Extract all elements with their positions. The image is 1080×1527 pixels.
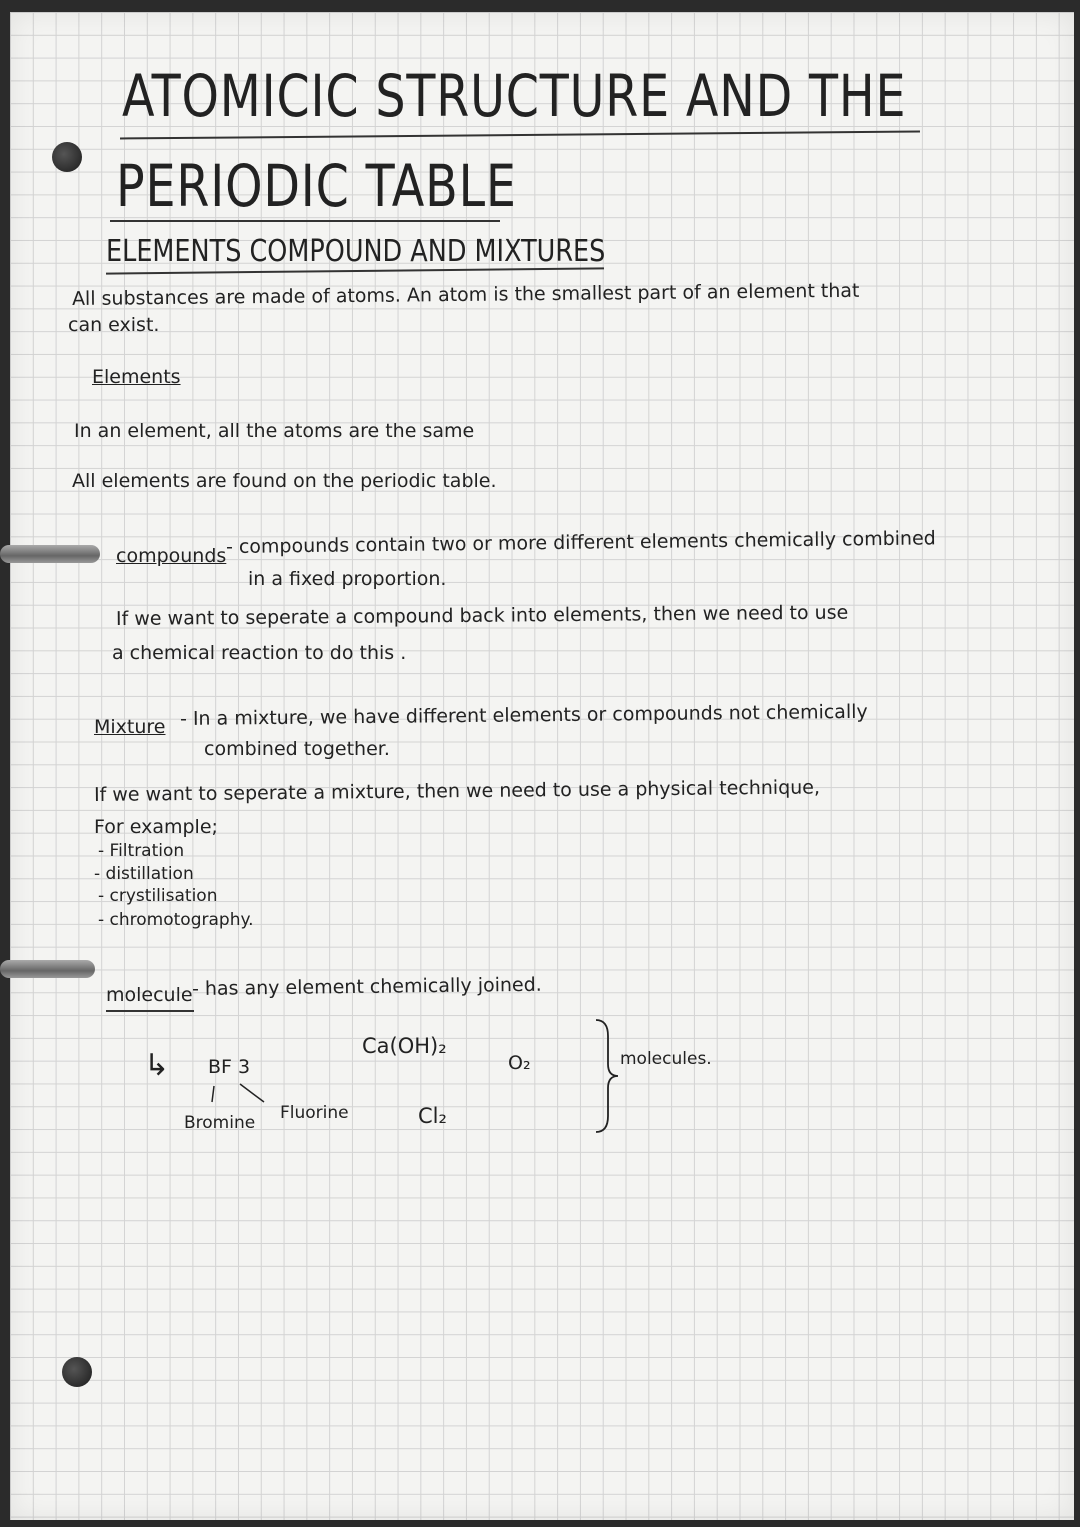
formula-caoh2: Ca(OH)₂ <box>362 1034 447 1058</box>
bf3-branch-lines <box>200 1080 280 1110</box>
mixture-separation-2: For example; <box>94 816 218 838</box>
section-heading: ELEMENTS COMPOUND AND MIXTURES <box>106 234 606 269</box>
compounds-label: compounds <box>116 545 227 567</box>
formula-cl2: Cl₂ <box>418 1104 447 1128</box>
compounds-definition-1: - compounds contain two or more different elements chemically combined <box>225 527 936 558</box>
molecules-label: molecules. <box>620 1049 712 1069</box>
title-underline-2 <box>110 220 500 222</box>
notebook-page <box>10 12 1074 1520</box>
elements-heading: Elements <box>92 366 181 388</box>
molecule-underline <box>106 1010 194 1012</box>
arrow-icon: ↳ <box>144 1048 170 1083</box>
compounds-separation-2: a chemical reaction to do this . <box>112 642 407 664</box>
molecule-label: molecule <box>106 984 193 1006</box>
bromine-label: Bromine <box>184 1113 256 1133</box>
mixture-definition-1: - In a mixture, we have different elements or compounds not chemically <box>179 700 868 730</box>
elements-line-1: In an element, all the atoms are the same <box>74 420 475 442</box>
elements-line-2: All elements are found on the periodic table. <box>72 470 497 492</box>
binder-ring-upper <box>0 545 100 563</box>
binder-hole-top <box>52 142 82 172</box>
molecule-definition: - has any element chemically joined. <box>191 973 542 1000</box>
technique-item: - distillation <box>94 864 194 884</box>
formula-o2: O₂ <box>508 1052 531 1074</box>
intro-line-1: All substances are made of atoms. An atom is the smallest part of an element that <box>71 279 860 310</box>
technique-item: - crystilisation <box>98 886 218 906</box>
fluorine-label: Fluorine <box>280 1103 349 1123</box>
compounds-definition-2: in a fixed proportion. <box>248 568 447 590</box>
curly-bracket-icon <box>592 1016 622 1136</box>
mixture-definition-2: combined together. <box>204 738 390 760</box>
technique-item: - chromotography. <box>98 910 254 930</box>
mixture-separation-1: If we want to seperate a mixture, then we need to use a physical technique, <box>93 776 821 806</box>
intro-line-2: can exist. <box>68 314 160 336</box>
formula-bf3: BF 3 <box>208 1056 251 1078</box>
mixture-label: Mixture <box>94 716 166 738</box>
compounds-separation-1: If we want to seperate a compound back into elements, then we need to use <box>115 601 849 630</box>
binder-hole-bottom <box>62 1357 92 1387</box>
binder-ring-lower <box>0 960 95 978</box>
technique-item: - Filtration <box>98 841 185 861</box>
title-underline-1 <box>120 131 920 140</box>
page-title-line1: ATOMICIC STRUCTURE AND THE <box>122 62 907 130</box>
page-title-line2: PERIODIC TABLE <box>116 152 517 220</box>
